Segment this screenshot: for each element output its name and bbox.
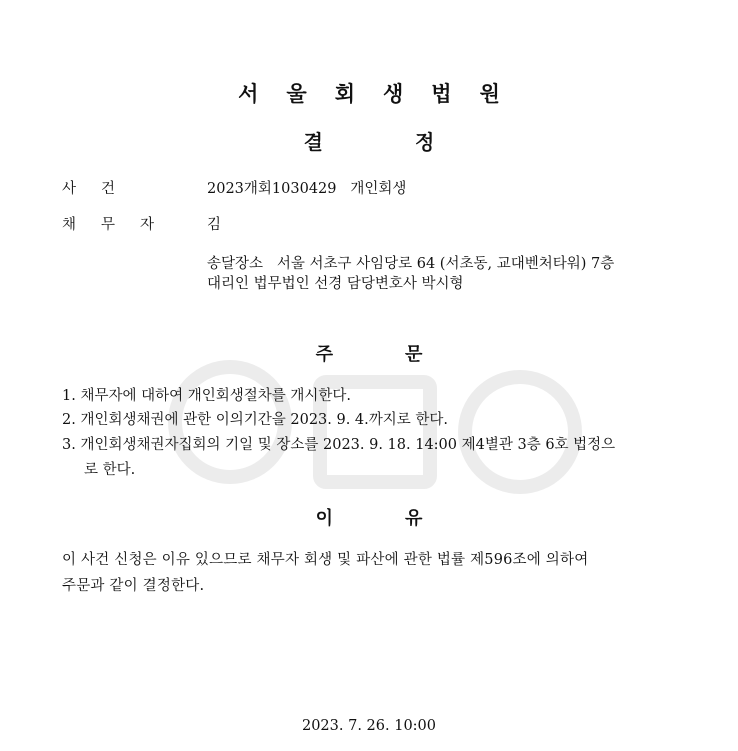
service-address: 송달장소 서울 서초구 사임당로 64 (서초동, 교대벤처타워) 7층	[207, 256, 615, 272]
court-seal-watermark	[150, 352, 590, 512]
reason-line-2: 주문과 같이 결정한다.	[62, 578, 205, 594]
order-section-title: 주문	[315, 344, 495, 365]
case-info	[207, 177, 406, 198]
case-number: 2023개회1030429	[207, 181, 337, 197]
document-type-title: 결정	[303, 130, 527, 154]
debtor-name: 김	[207, 217, 222, 233]
order-item-3: 3. 개인회생채권자집회의 기일 및 장소를 2023. 9. 18. 14:00 제4별관 3층 6호 법정으	[62, 437, 616, 453]
legal-agent: 대리인 법무법인 선경 담당변호사 박시형	[207, 276, 464, 292]
case-type: 개인회생	[350, 181, 407, 197]
order-item-2: 2. 개인회생채권에 관한 이의기간을 2023. 9. 4.까지로 한다.	[62, 412, 449, 428]
reason-line-1: 이 사건 신청은 이유 있으므로 채무자 회생 및 파산에 관한 법률 제596조에 의하여	[62, 552, 589, 568]
decision-datetime: 2023. 7. 26. 10:00	[301, 718, 437, 734]
order-item-3-continued: 로 한다.	[84, 462, 136, 478]
reason-section-title: 이유	[315, 508, 495, 529]
debtor-label: 채무자	[62, 217, 180, 233]
case-label: 사건	[62, 181, 141, 197]
court-title: 서울회생법원	[238, 82, 528, 106]
order-item-1: 1. 채무자에 대하여 개인회생절차를 개시한다.	[62, 388, 352, 404]
